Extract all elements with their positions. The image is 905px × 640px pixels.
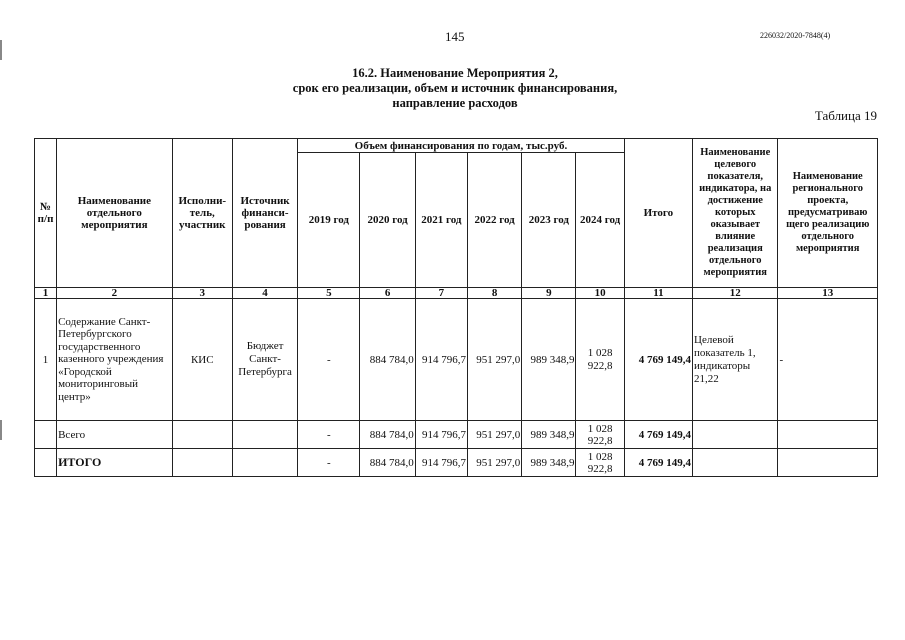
grand-total-value-2020: 884 784,0 bbox=[360, 449, 415, 477]
title-line-3: направление расходов bbox=[392, 96, 518, 110]
subtotal-value-2021: 914 796,7 bbox=[415, 421, 467, 449]
header-total: Итого bbox=[624, 139, 692, 288]
grand-total-value-2022: 951 297,0 bbox=[467, 449, 521, 477]
scan-edge-bottom bbox=[0, 420, 2, 440]
column-number-row bbox=[35, 288, 878, 299]
header-source: Источник финанси- рования bbox=[232, 139, 297, 288]
subtotal-value-2020: 884 784,0 bbox=[360, 421, 415, 449]
header-executor: Исполни- тель, участник bbox=[172, 139, 232, 288]
header-num: № п/п bbox=[35, 139, 57, 288]
header-year-2021: 2021 год bbox=[415, 153, 467, 288]
column-number: 2 bbox=[57, 288, 173, 299]
scan-edge-top bbox=[0, 40, 2, 60]
column-number: 13 bbox=[778, 288, 878, 299]
header-funding-group: Объем финансирования по годам, тыс.руб. bbox=[298, 139, 625, 153]
header-year-2024: 2024 год bbox=[576, 153, 624, 288]
header-indicator: Наименование целевого показателя, индикатора, на достижение которых оказывает влияние реализация отдельного мероприятия bbox=[693, 139, 778, 288]
grand-total-label: ИТОГО bbox=[57, 449, 173, 477]
row-value-2024: 1 028 922,8 bbox=[576, 299, 624, 421]
column-number: 9 bbox=[522, 288, 576, 299]
subtotal-value-2024: 1 028 922,8 bbox=[576, 421, 624, 449]
row-value-2019: - bbox=[298, 299, 360, 421]
subtotal-value-2019: - bbox=[298, 421, 360, 449]
subtotal-total: 4 769 149,4 bbox=[624, 421, 692, 449]
column-number: 1 bbox=[35, 288, 57, 299]
column-number: 8 bbox=[467, 288, 521, 299]
page-number: 145 bbox=[445, 29, 465, 44]
row-total: 4 769 149,4 bbox=[624, 299, 692, 421]
column-number: 11 bbox=[624, 288, 692, 299]
grand-total-value-2021: 914 796,7 bbox=[415, 449, 467, 477]
subtotal-value-2022: 951 297,0 bbox=[467, 421, 521, 449]
grand-total-value-2024: 1 028 922,8 bbox=[576, 449, 624, 477]
subtotal-label: Всего bbox=[57, 421, 173, 449]
subtotal-row bbox=[35, 421, 878, 449]
table-row bbox=[35, 299, 878, 421]
column-number: 4 bbox=[232, 288, 297, 299]
grand-total-value-2023: 989 348,9 bbox=[522, 449, 576, 477]
title-line-1: 16.2. Наименование Мероприятия 2, bbox=[352, 66, 558, 80]
grand-total-total: 4 769 149,4 bbox=[624, 449, 692, 477]
title-line-2: срок его реализации, объем и источник финансирования, bbox=[292, 81, 618, 95]
row-value-2021: 914 796,7 bbox=[415, 299, 467, 421]
header-year-2020: 2020 год bbox=[360, 153, 415, 288]
column-number: 12 bbox=[693, 288, 778, 299]
document-code: 226032/2020-7848(4) bbox=[760, 31, 831, 40]
column-number: 3 bbox=[172, 288, 232, 299]
column-number: 5 bbox=[298, 288, 360, 299]
funding-table bbox=[34, 138, 878, 477]
table-label: Таблица 19 bbox=[814, 108, 877, 123]
row-indicator: Целевой показатель 1, индикаторы 21,22 bbox=[693, 299, 778, 421]
grand-total-value-2019: - bbox=[298, 449, 360, 477]
row-source: Бюджет Санкт-Петербурга bbox=[232, 299, 297, 421]
column-number: 10 bbox=[576, 288, 624, 299]
row-name: Содержание Санкт-Петербургского государственного казенного учреждения «Городской мониторинговый центр» bbox=[57, 299, 173, 421]
row-regional: - bbox=[778, 299, 878, 421]
header-name: Наименование отдельного мероприятия bbox=[57, 139, 173, 288]
section-title bbox=[230, 66, 680, 111]
row-num: 1 bbox=[35, 299, 57, 421]
row-value-2023: 989 348,9 bbox=[522, 299, 576, 421]
header-year-2019: 2019 год bbox=[298, 153, 360, 288]
header-year-2022: 2022 год bbox=[467, 153, 521, 288]
column-number: 6 bbox=[360, 288, 415, 299]
column-number: 7 bbox=[415, 288, 467, 299]
row-value-2022: 951 297,0 bbox=[467, 299, 521, 421]
header-regional: Наименование регионального проекта, предусматриваю щего реализацию отдельного мероприятия bbox=[778, 139, 878, 288]
row-executor: КИС bbox=[172, 299, 232, 421]
subtotal-value-2023: 989 348,9 bbox=[522, 421, 576, 449]
header-year-2023: 2023 год bbox=[522, 153, 576, 288]
grand-total-row bbox=[35, 449, 878, 477]
row-value-2020: 884 784,0 bbox=[360, 299, 415, 421]
